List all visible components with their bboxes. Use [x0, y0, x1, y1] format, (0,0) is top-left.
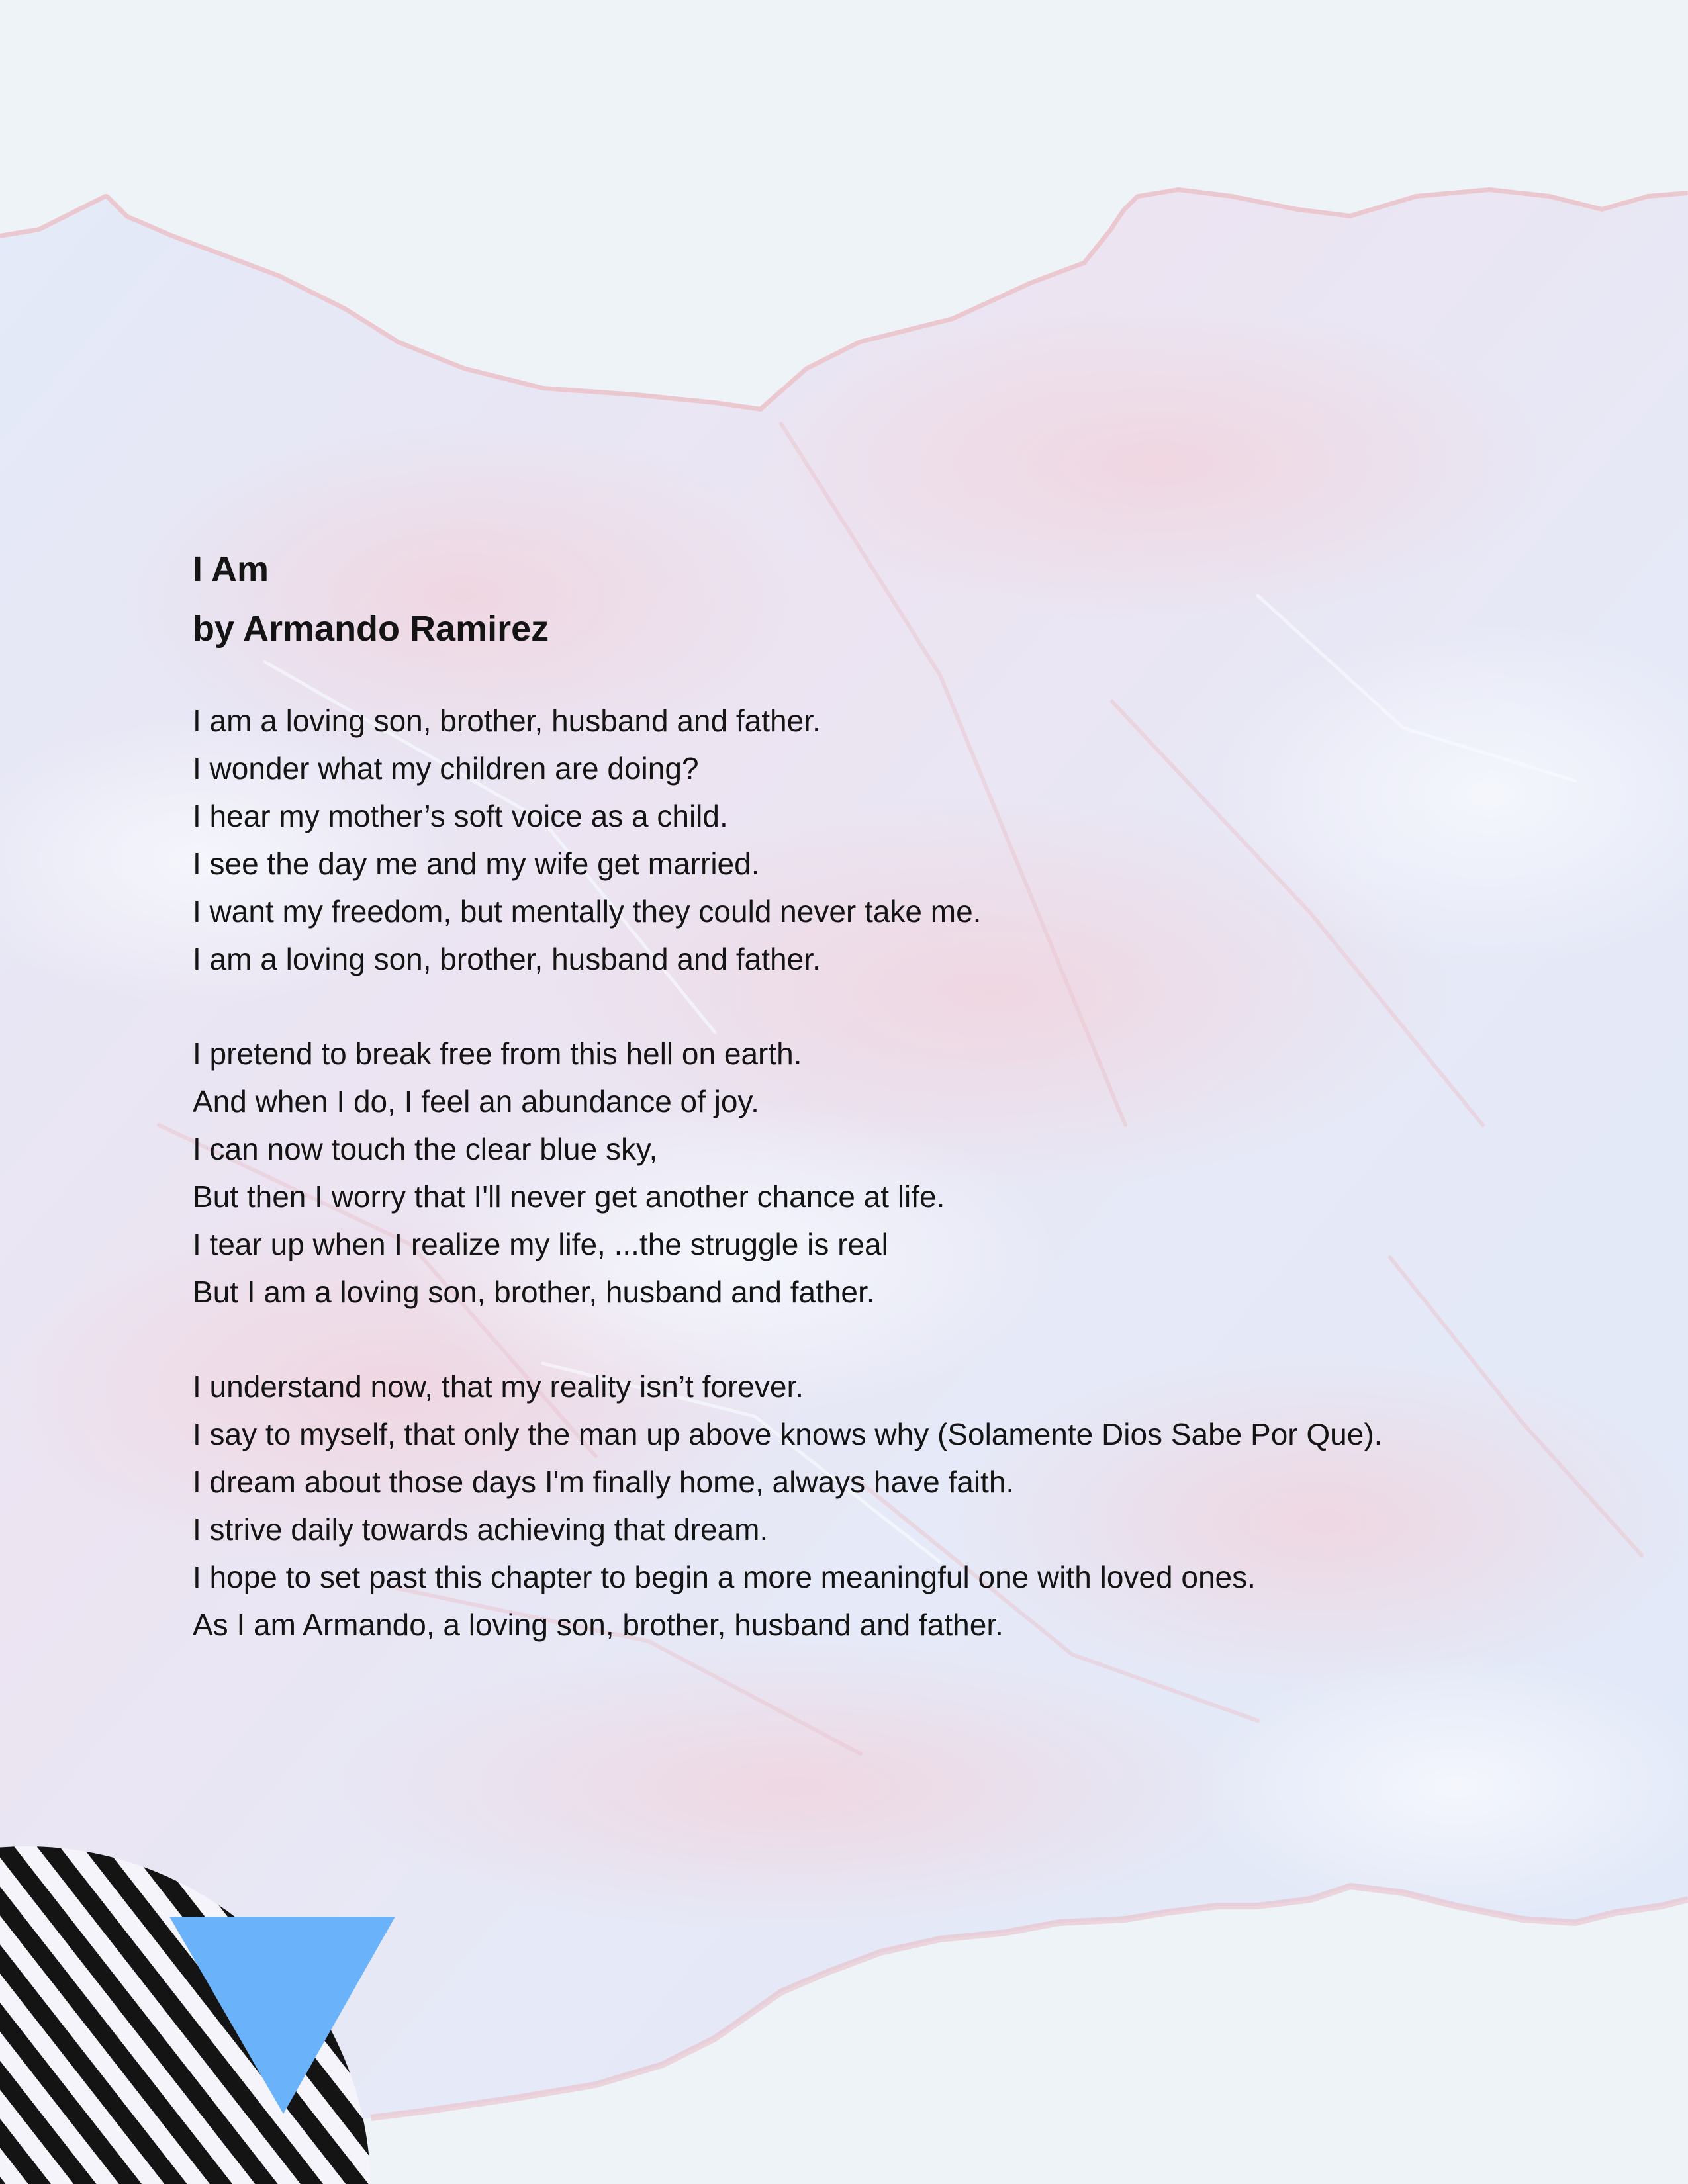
poem-line: I say to myself, that only the man up above knows why (Solamente Dios Sabe Por Que). — [193, 1417, 1383, 1451]
poem-line: I dream about those days I'm finally home, always have faith. — [193, 1465, 1015, 1499]
poem-line: I want my freedom, but mentally they could never take me. — [193, 894, 982, 929]
poem-line: And when I do, I feel an abundance of joy. — [193, 1084, 759, 1118]
poem-line: I wonder what my children are doing? — [193, 751, 699, 786]
poem-line: But I am a loving son, brother, husband and father. — [193, 1275, 875, 1309]
poem-line: I am a loving son, brother, husband and father. — [193, 942, 821, 976]
poem-line: But then I worry that I'll never get another chance at life. — [193, 1179, 945, 1214]
poem — [193, 539, 1616, 1649]
stanza-1 — [193, 697, 1616, 983]
stanza-2 — [193, 1030, 1616, 1316]
stanza-3 — [193, 1363, 1616, 1649]
poem-line: I pretend to break free from this hell on earth. — [193, 1036, 802, 1071]
corner-decoration — [0, 1787, 410, 2184]
poem-line: I hope to set past this chapter to begin a more meaningful one with loved ones. — [193, 1560, 1256, 1594]
poem-byline: by Armando Ramirez — [193, 609, 549, 649]
poem-line: I hear my mother’s soft voice as a child. — [193, 799, 728, 833]
poem-line: I see the day me and my wife get married. — [193, 846, 760, 881]
poem-line: I strive daily towards achieving that dream. — [193, 1512, 769, 1547]
poem-line: I understand now, that my reality isn’t forever. — [193, 1369, 804, 1404]
poem-stanzas — [193, 697, 1616, 1649]
poem-line: As I am Armando, a loving son, brother, husband and father. — [193, 1608, 1004, 1642]
poem-title: I Am — [193, 549, 269, 589]
poem-line: I am a loving son, brother, husband and father. — [193, 704, 821, 738]
poem-line: I tear up when I realize my life, ...the struggle is real — [193, 1227, 888, 1261]
poem-line: I can now touch the clear blue sky, — [193, 1132, 658, 1166]
